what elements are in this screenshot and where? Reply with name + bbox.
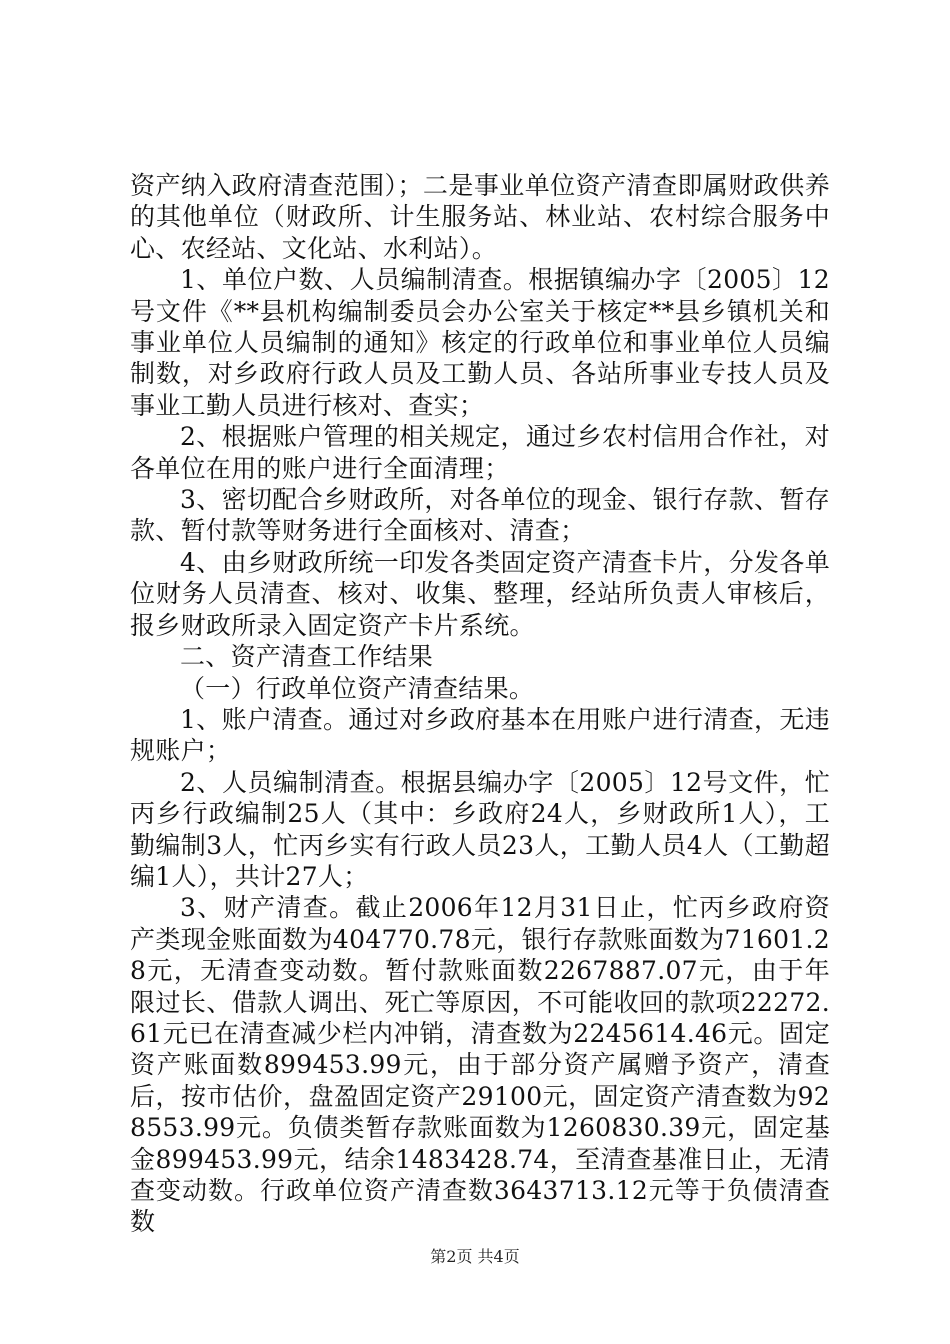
paragraph-account-check: 1、账户清查。通过对乡政府基本在用账户进行清查，无违规账户；: [130, 704, 830, 766]
paragraph-item-4: 4、由乡财政所统一印发各类固定资产清查卡片，分发各单位财务人员清查、核对、收集、整理，经站所负责人审核后，报乡财政所录入固定资产卡片系统。: [130, 547, 830, 640]
paragraph-item-3: 3、密切配合乡财政所，对各单位的现金、银行存款、暂存款、暂付款等财务进行全面核对、清查；: [130, 485, 830, 546]
document-body: [130, 170, 830, 1238]
paragraph-staffing-check: 2、人员编制清查。根据县编办字〔2005〕12号文件，忙丙乡行政编制25人（其中：乡政府24人，乡财政所1人），工勤编制3人，忙丙乡实有行政人员23人，工勤人员4人（工勤超编1人），共计27人；: [130, 767, 830, 891]
paragraph-property-check: 3、财产清查。截止2006年12月31日止，忙丙乡政府资产类现金账面数为404770.78元，银行存款账面数为71601.28元，无清查变动数。暂付款账面数2267887.07元，由于年限过长、借款人调出、死亡等原因，不可能收回的款项22272.61元已在清查减少栏内冲销，清查数为2245614.46元。固定资产账面数899453.99元，由于部分资产属赠予资产，清查后，按市估价，盘盈固定资产29100元，固定资产清查数为928553.99元。负债类暂存款账面数为1260830.39元，固定基金899453.99元，结余1483428.74，至清查基准日止，无清查变动数。行政单位资产清查数3643713.12元等于负债清查数: [130, 893, 830, 1237]
subsection-heading: （一）行政单位资产清查结果。: [180, 673, 535, 703]
paragraph-item-1: 1、单位户数、人员编制清查。根据镇编办字〔2005〕12号文件《**县机构编制委员会办公室关于核定**县乡镇机关和事业单位人员编制的通知》核定的行政单位和事业单位人员编制数，对乡政府行政人员及工勤人员、各站所事业专技人员及事业工勤人员进行核对、查实；: [130, 265, 830, 420]
section-heading: 二、资产清查工作结果: [180, 642, 434, 672]
paragraph-continuation: 资产纳入政府清查范围）；二是事业单位资产清查即属财政供养的其他单位（财政所、计生服务站、林业站、农村综合服务中心、农经站、文化站、水利站）。: [130, 171, 830, 263]
paragraph-item-2: 2、根据账户管理的相关规定，通过乡农村信用合作社，对各单位在用的账户进行全面清理；: [130, 422, 830, 483]
page-footer: 第2页 共4页: [430, 1247, 520, 1266]
